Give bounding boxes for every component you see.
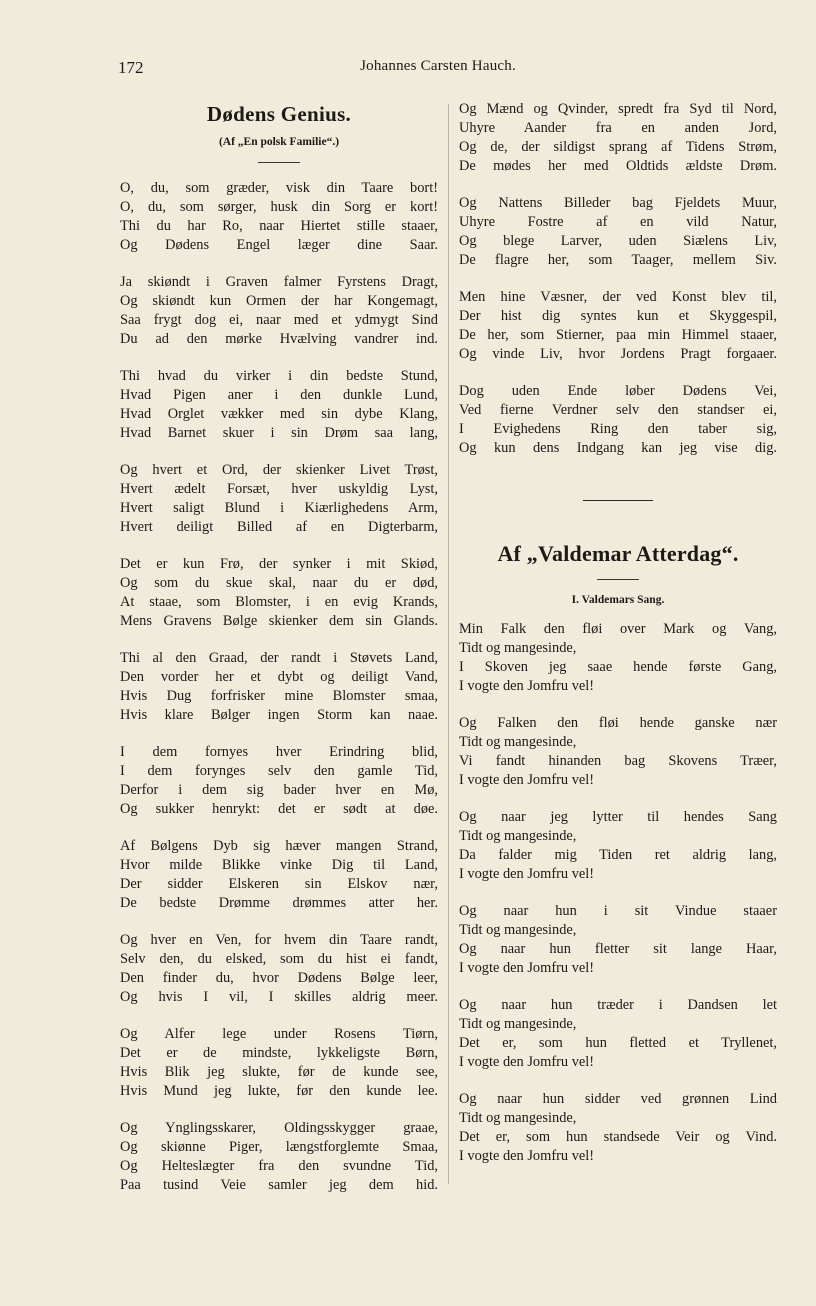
- stanza: [459, 996, 777, 1072]
- verse-line: Og hver en Ven, for hvem din Taare randt,: [120, 932, 438, 948]
- stanza: [120, 367, 438, 443]
- stanza: [459, 288, 777, 364]
- stanza: [459, 194, 777, 270]
- verse-line: Det er, som hun standsede Veir og Vind.: [459, 1129, 777, 1145]
- verse-line: Thi du har Ro, naar Hiertet stille staaer,: [120, 218, 438, 234]
- verse-line: Det er, som hun fletted et Tryllenet,: [459, 1035, 777, 1051]
- verse-line: Men hine Væsner, der ved Konst blev til,: [459, 289, 777, 305]
- stanza: [459, 902, 777, 978]
- verse-line: Og Mænd og Qvinder, spredt fra Syd til Nord,: [459, 101, 777, 117]
- verse-line: Og kun dens Indgang kan jeg vise dig.: [459, 440, 777, 456]
- verse-line: I Evighedens Ring den taber sig,: [459, 421, 777, 437]
- title-rule: [258, 162, 300, 163]
- right-column: [459, 100, 777, 1166]
- verse-line: I dem fornyes hver Erindring blid,: [120, 744, 438, 760]
- verse-line: I dem forynges selv den gamle Tid,: [120, 763, 438, 779]
- verse-line: Hvert deiligt Billed af en Digterbarm,: [120, 519, 438, 535]
- verse-line: Hvert saligt Blund i Kiærlighedens Arm,: [120, 500, 438, 516]
- verse-line: Af Bølgens Dyb sig hæver mangen Strand,: [120, 838, 438, 854]
- page-header: [118, 58, 758, 84]
- stanza: [459, 382, 777, 458]
- verse-line: Og Ynglingsskarer, Oldingsskygger graae,: [120, 1120, 438, 1136]
- stanza: [120, 931, 438, 1007]
- verse-line: Du ad den mørke Hvælving vandrer ind.: [120, 331, 438, 347]
- verse-line: O, du, som sørger, husk din Sorg er kort!: [120, 199, 438, 215]
- verse-line: Og naar jeg lytter til hendes Sang: [459, 809, 777, 825]
- page-number: 172: [118, 58, 144, 77]
- verse-line: Tidt og mangesinde,: [459, 1110, 577, 1126]
- verse-line: Thi hvad du virker i din bedste Stund,: [120, 368, 438, 384]
- stanza: [120, 273, 438, 349]
- verse-line: De flagre her, som Taager, mellem Siv.: [459, 252, 777, 268]
- verse-line: Hvis klare Bølger ingen Storm kan naae.: [120, 707, 438, 723]
- song-body: [459, 620, 777, 1166]
- verse-line: Hvad Orglet vækker med sin dybe Klang,: [120, 406, 438, 422]
- song-title: I. Valdemars Sang.: [571, 594, 665, 606]
- verse-line: Det er kun Frø, der synker i mit Skiød,: [120, 556, 438, 572]
- verse-line: Og de, der sildigst sprang af Tidens Strøm,: [459, 139, 777, 155]
- verse-line: Tidt og mangesinde,: [459, 828, 577, 844]
- verse-line: Hvor milde Blikke vinke Dig til Land,: [120, 857, 438, 873]
- section-title: Af „Valdemar Atterdag“.: [497, 541, 739, 566]
- verse-line: Og hvert et Ord, der skienker Livet Trøst,: [120, 462, 438, 478]
- verse-line: Og skiøndt kun Ormen der har Kongemagt,: [120, 293, 438, 309]
- verse-line: O, du, som græder, visk din Taare bort!: [120, 180, 438, 196]
- verse-line: Min Falk den fløi over Mark og Vang,: [459, 621, 777, 637]
- stanza: [459, 808, 777, 884]
- verse-line: I vogte den Jomfru vel!: [459, 960, 595, 976]
- verse-line: I vogte den Jomfru vel!: [459, 866, 595, 882]
- verse-line: At staae, som Blomster, i en evig Krands,: [120, 594, 438, 610]
- stanza: [120, 743, 438, 819]
- poem-title: Dødens Genius.: [206, 102, 352, 126]
- verse-line: Og vinde Liv, hvor Jordens Pragt forgaaer.: [459, 346, 777, 362]
- poem-body: [120, 179, 438, 1195]
- verse-line: Thi al den Graad, der randt i Støvets Land,: [120, 650, 438, 666]
- verse-line: Og naar hun fletter sit lange Haar,: [459, 941, 777, 957]
- verse-line: Og Alfer lege under Rosens Tiørn,: [120, 1026, 438, 1042]
- verse-line: Paa tusind Veie samler jeg dem hid.: [120, 1177, 438, 1193]
- verse-line: Og blege Larver, uden Siælens Liv,: [459, 233, 777, 249]
- verse-line: Tidt og mangesinde,: [459, 734, 577, 750]
- verse-line: Mens Gravens Bølge skienker dem sin Glands.: [120, 613, 438, 629]
- stanza: [120, 649, 438, 725]
- verse-line: Vi fandt hinanden bag Skovens Træer,: [459, 753, 777, 769]
- stanza: [459, 620, 777, 696]
- verse-line: Uhyre Aander fra en anden Jord,: [459, 120, 777, 136]
- stanza: [459, 100, 777, 176]
- section-title-rule: [597, 579, 639, 580]
- column-divider: [448, 104, 449, 1184]
- verse-line: Saa frygt dog ei, naar med et ydmygt Sind: [120, 312, 438, 328]
- verse-line: Der hist dig syntes kun et Skyggespil,: [459, 308, 777, 324]
- verse-line: Og hvis I vil, I skilles aldrig meer.: [120, 989, 438, 1005]
- verse-line: Og naar hun træder i Dandsen let: [459, 997, 777, 1013]
- verse-line: Tidt og mangesinde,: [459, 922, 577, 938]
- verse-line: I vogte den Jomfru vel!: [459, 1148, 595, 1164]
- stanza: [120, 1119, 438, 1195]
- verse-line: I vogte den Jomfru vel!: [459, 1054, 595, 1070]
- verse-line: Tidt og mangesinde,: [459, 1016, 577, 1032]
- verse-line: Den finder du, hvor Dødens Bølge leer,: [120, 970, 438, 986]
- verse-line: Hvis Dug forfrisker mine Blomster smaa,: [120, 688, 438, 704]
- verse-line: Den vorder her et dybt og deiligt Vand,: [120, 669, 438, 685]
- verse-line: De bedste Drømme drømmes atter her.: [120, 895, 438, 911]
- poem-continuation: [459, 100, 777, 458]
- verse-line: Og Nattens Billeder bag Fjeldets Muur,: [459, 195, 777, 211]
- stanza: [120, 555, 438, 631]
- stanza: [120, 1025, 438, 1101]
- verse-line: De her, som Stierner, paa min Himmel staaer,: [459, 327, 777, 343]
- verse-line: Da falder mig Tiden ret aldrig lang,: [459, 847, 777, 863]
- verse-line: Og Falken den fløi hende ganske nær: [459, 715, 777, 731]
- verse-line: Og naar hun i sit Vindue staaer: [459, 903, 777, 919]
- verse-line: Hvert ædelt Forsæt, hver uskyldig Lyst,: [120, 481, 438, 497]
- verse-line: Og Helteslægter fra den svundne Tid,: [120, 1158, 438, 1174]
- verse-line: Og Dødens Engel læger dine Saar.: [120, 237, 438, 253]
- verse-line: Uhyre Fostre af en vild Natur,: [459, 214, 777, 230]
- verse-line: Og som du skue skal, naar du er død,: [120, 575, 438, 591]
- verse-line: Og naar hun sidder ved grønnen Lind: [459, 1091, 777, 1107]
- verse-line: Tidt og mangesinde,: [459, 640, 577, 656]
- verse-line: Hvad Pigen aner i den dunkle Lund,: [120, 387, 438, 403]
- stanza: [120, 837, 438, 913]
- running-head: Johannes Carsten Hauch.: [360, 58, 516, 74]
- stanza: [120, 461, 438, 537]
- verse-line: I vogte den Jomfru vel!: [459, 678, 595, 694]
- verse-line: I Skoven jeg saae hende første Gang,: [459, 659, 777, 675]
- verse-line: Og skiønne Piger, længstforglemte Smaa,: [120, 1139, 438, 1155]
- verse-line: Derfor i dem sig bader hver en Mø,: [120, 782, 438, 798]
- verse-line: Dog uden Ende løber Dødens Vei,: [459, 383, 777, 399]
- stanza: [459, 714, 777, 790]
- poem-subtitle: (Af „En polsk Familie“.): [218, 136, 340, 148]
- left-column: [120, 100, 438, 1195]
- verse-line: Der sidder Elskeren sin Elskov nær,: [120, 876, 438, 892]
- stanza: [120, 179, 438, 255]
- section-divider: [583, 500, 653, 501]
- verse-line: Ja skiøndt i Graven falmer Fyrstens Dragt,: [120, 274, 438, 290]
- verse-line: Og sukker henrykt: det er sødt at døe.: [120, 801, 438, 817]
- verse-line: Ved fierne Verdner selv den standser ei,: [459, 402, 777, 418]
- verse-line: I vogte den Jomfru vel!: [459, 772, 595, 788]
- verse-line: Det er de mindste, lykkeligste Børn,: [120, 1045, 438, 1061]
- verse-line: Hvad Barnet skuer i sin Drøm saa lang,: [120, 425, 438, 441]
- verse-line: Selv den, du elsked, som du hist ei fandt,: [120, 951, 438, 967]
- stanza: [459, 1090, 777, 1166]
- verse-line: Hvis Mund jeg lukte, før den kunde lee.: [120, 1083, 438, 1099]
- verse-line: De mødes her med Oldtids ældste Drøm.: [459, 158, 777, 174]
- verse-line: Hvis Blik jeg slukte, før de kunde see,: [120, 1064, 438, 1080]
